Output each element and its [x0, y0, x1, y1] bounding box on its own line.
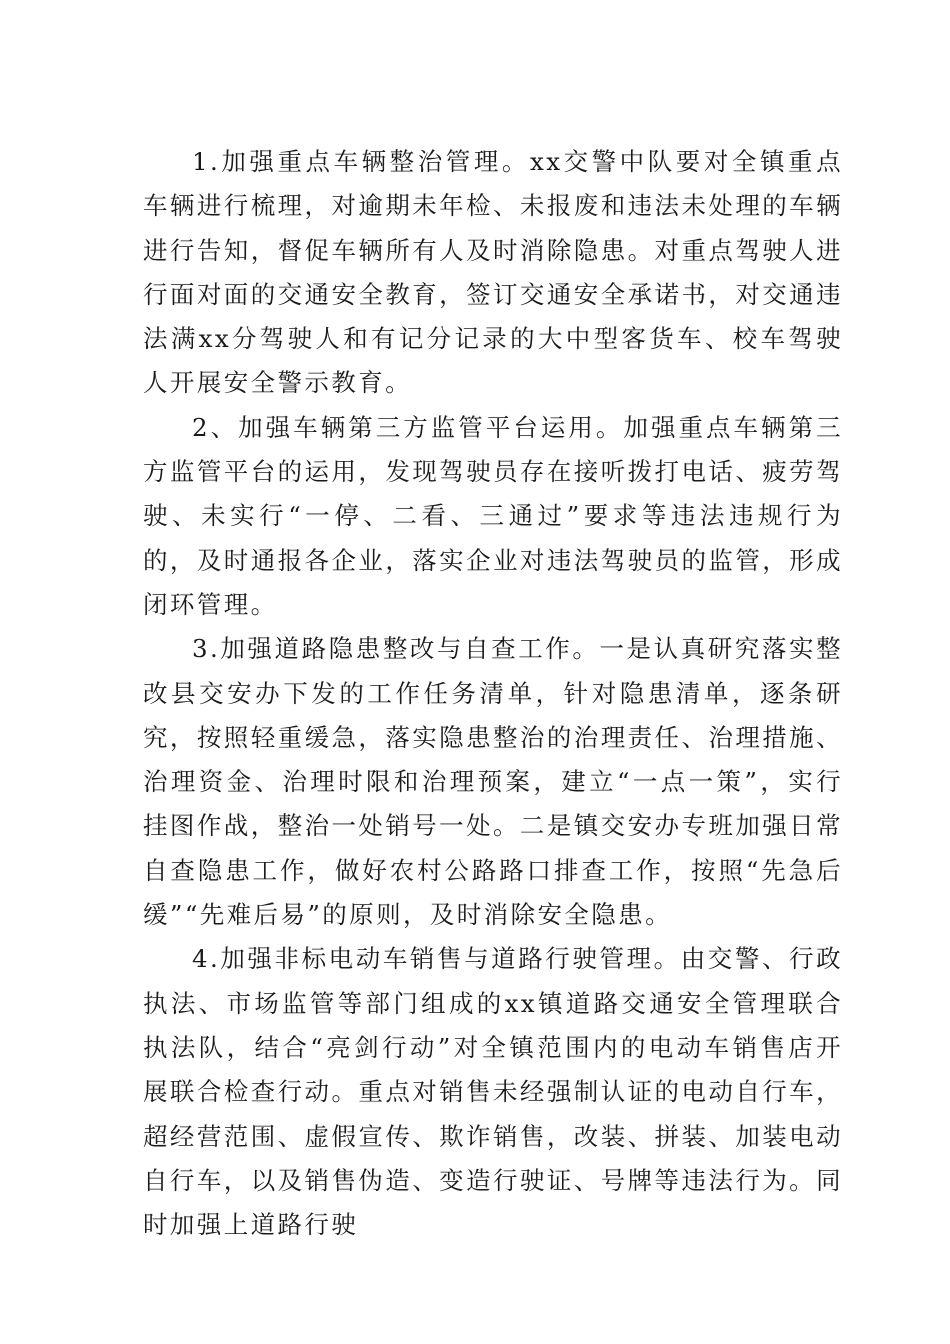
paragraph-4: 4.加强非标电动车销售与道路行驶管理。由交警、行政执法、市场监管等部门组成的xx镇道路交通安全管理联合执法队，结合“亮剑行动”对全镇范围内的电动车销售店开展联合检查行动。重点对销售未经强制认证的电动自行车，超经营范围、虚假宣传、欺诈销售，改装、拼装、加装电动自行车，以及销售伪造、变造行驶证、号牌等违法行为。同时加强上道路行驶	[143, 944, 843, 1240]
paragraph-1: 1.加强重点车辆整治管理。xx交警中队要对全镇重点车辆进行梳理，对逾期未年检、未报废和违法未处理的车辆进行告知，督促车辆所有人及时消除隐患。对重点驾驶人进行面对面的交通安全教育，签订交通安全承诺书，对交通违法满xx分驾驶人和有记分记录的大中型客货车、校车驾驶人开展安全警示教育。	[143, 147, 843, 398]
paragraph-3: 3.加强道路隐患整改与自查工作。一是认真研究落实整改县交安办下发的工作任务清单，针对隐患清单，逐条研究，按照轻重缓急，落实隐患整治的治理责任、治理措施、治理资金、治理时限和治理预案，建立“一点一策”，实行挂图作战，整治一处销号一处。二是镇交安办专班加强日常自查隐患工作，做好农村公路路口排查工作，按照“先急后缓”“先难后易”的原则，及时消除安全隐患。	[143, 634, 843, 930]
paragraph-2: 2、加强车辆第三方监管平台运用。加强重点车辆第三方监管平台的运用，发现驾驶员存在接听拨打电话、疲劳驾驶、未实行“一停、二看、三通过”要求等违法违规行为的，及时通报各企业，落实企业对违法驾驶员的监管，形成闭环管理。	[143, 412, 843, 619]
document-body	[143, 140, 843, 1247]
